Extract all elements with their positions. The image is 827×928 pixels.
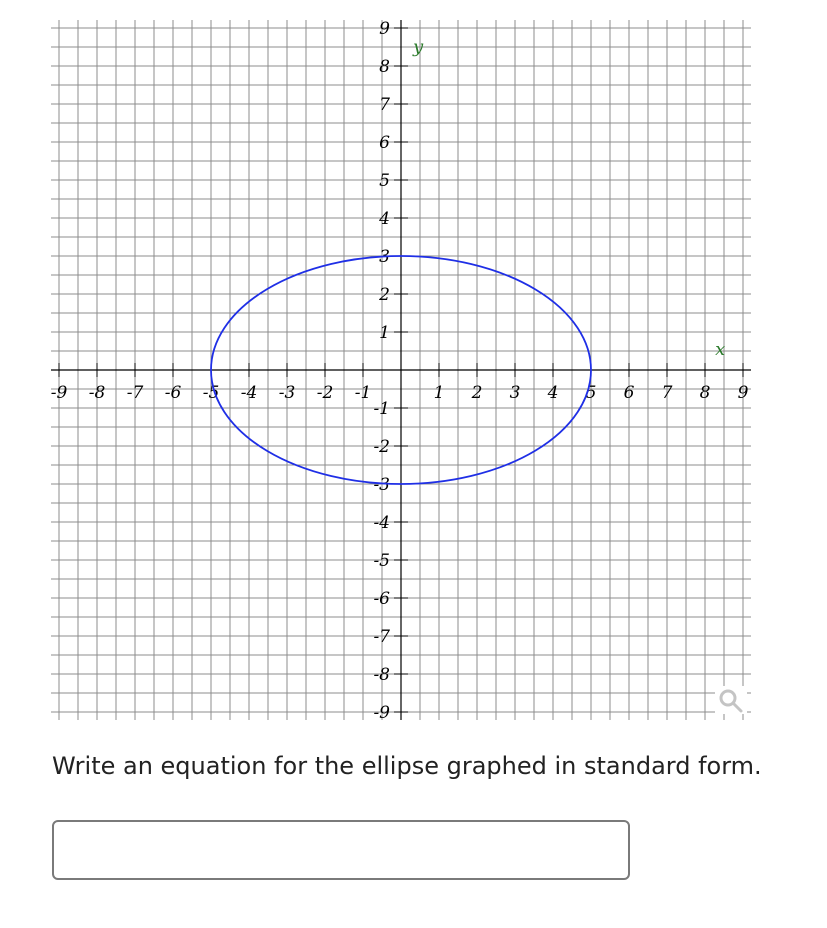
x-tick-label: -9 [50, 383, 68, 403]
x-tick-label: 4 [547, 383, 559, 403]
x-tick-label: 1 [433, 383, 445, 403]
y-tick-label: 1 [379, 323, 390, 343]
y-tick-label: 8 [379, 57, 390, 77]
x-tick-label: 5 [585, 383, 597, 403]
x-tick-label: -6 [164, 383, 182, 403]
y-tick-label: 6 [379, 133, 390, 153]
x-tick-label: -5 [202, 383, 220, 403]
x-tick-label: -8 [88, 383, 106, 403]
y-tick-label: -6 [373, 589, 390, 609]
icon-layer[interactable] [715, 686, 747, 714]
y-tick-label: 2 [379, 285, 390, 305]
y-tick-label: -8 [373, 665, 390, 685]
x-tick-label: -3 [278, 383, 296, 403]
x-tick-label: 2 [471, 383, 483, 403]
x-tick-label: 6 [623, 383, 635, 403]
question-text: Write an equation for the ellipse graphed in standard form. [52, 752, 762, 780]
y-tick-label: -7 [373, 627, 390, 647]
y-tick-label: 3 [379, 247, 390, 267]
x-tick-label: 7 [661, 383, 673, 403]
x-tick-label: 8 [699, 383, 711, 403]
x-axis-label: x [715, 338, 726, 360]
y-tick-label: 4 [379, 209, 390, 229]
y-tick-label: -5 [373, 551, 390, 571]
x-tick-label: -1 [354, 383, 372, 403]
x-tick-label: -4 [240, 383, 258, 403]
y-axis-label: y [413, 36, 424, 58]
y-tick-label: 9 [379, 19, 390, 39]
x-tick-label: -2 [316, 383, 334, 403]
x-tick-label: -7 [126, 383, 144, 403]
x-tick-label: 9 [737, 383, 749, 403]
y-tick-label: 5 [379, 171, 390, 191]
y-tick-label: -3 [373, 475, 390, 495]
x-tick-label: 3 [509, 383, 521, 403]
axes [51, 20, 751, 720]
y-tick-label: -2 [373, 437, 390, 457]
magnifier-icon[interactable] [715, 686, 747, 714]
y-tick-label: 7 [379, 95, 390, 115]
y-tick-label: -9 [373, 703, 390, 723]
answer-input[interactable] [52, 820, 630, 880]
y-tick-label: -1 [373, 399, 390, 419]
y-tick-label: -4 [373, 513, 390, 533]
